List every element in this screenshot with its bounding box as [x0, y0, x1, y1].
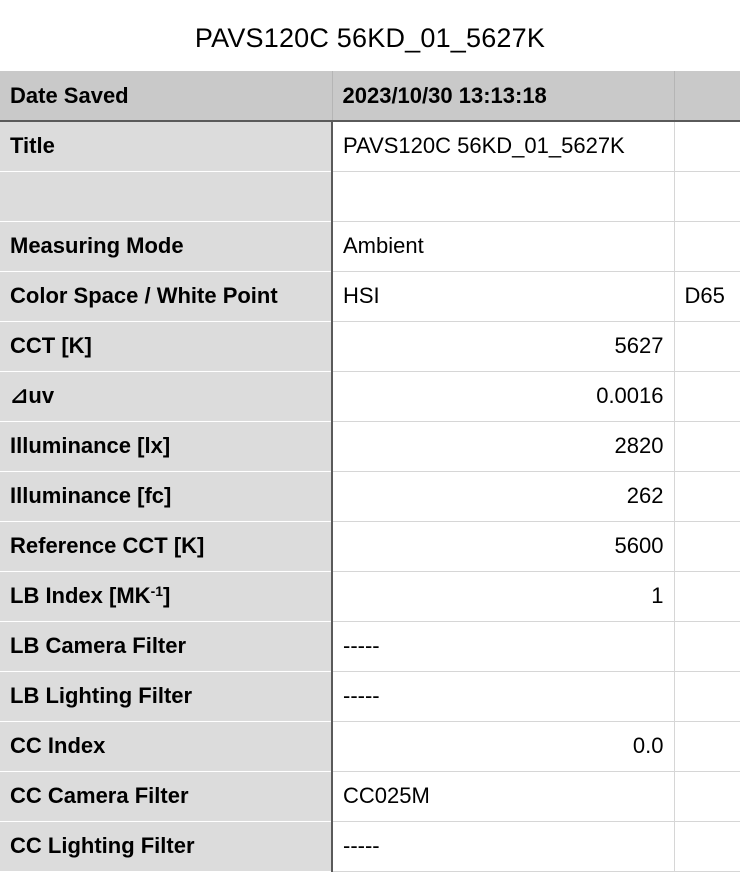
row-value-cell[interactable]: 5627 [332, 321, 674, 371]
header-value-cell[interactable]: 2023/10/30 13:13:18 [332, 71, 674, 121]
row-value-cell[interactable]: ----- [332, 621, 674, 671]
row-label-cell[interactable]: LB Camera Filter [0, 621, 332, 671]
row-value-cell[interactable]: Ambient [332, 221, 674, 271]
lb-index-label-superscript: -1 [150, 583, 164, 599]
row-extra-cell[interactable] [674, 521, 740, 571]
row-label-cell[interactable] [0, 571, 332, 621]
row-label-cell[interactable]: CC Lighting Filter [0, 821, 332, 871]
row-extra-cell[interactable] [674, 371, 740, 421]
row-extra-cell[interactable] [674, 471, 740, 521]
row-label-cell[interactable]: CC Camera Filter [0, 771, 332, 821]
table-row-lb-index [0, 571, 740, 621]
row-value-cell[interactable]: 1 [332, 571, 674, 621]
row-value-cell[interactable]: 0.0016 [332, 371, 674, 421]
row-label-cell[interactable] [0, 171, 332, 221]
row-extra-cell[interactable]: D65 [674, 271, 740, 321]
table-row-title [0, 121, 740, 171]
row-label-cell[interactable]: Measuring Mode [0, 221, 332, 271]
table-row-reference-cct [0, 521, 740, 571]
row-extra-cell[interactable] [674, 671, 740, 721]
header-extra-cell[interactable] [674, 71, 740, 121]
row-extra-cell[interactable] [674, 771, 740, 821]
table-row-cc-lighting-filter [0, 821, 740, 871]
row-extra-cell[interactable] [674, 321, 740, 371]
row-value-cell[interactable]: CC025M [332, 771, 674, 821]
row-extra-cell[interactable] [674, 121, 740, 171]
document-title: PAVS120C 56KD_01_5627K [194, 23, 546, 53]
row-label-cell[interactable]: CCT [K] [0, 321, 332, 371]
measurement-table [0, 71, 740, 872]
row-label-cell[interactable]: Illuminance [fc] [0, 471, 332, 521]
table-row-measuring-mode [0, 221, 740, 271]
row-extra-cell[interactable] [674, 421, 740, 471]
row-value-cell[interactable]: 2820 [332, 421, 674, 471]
row-label-cell[interactable]: Color Space / White Point [0, 271, 332, 321]
lb-index-label-end: ] [163, 583, 171, 608]
row-label-cell[interactable]: CC Index [0, 721, 332, 771]
table-row-cc-camera-filter [0, 771, 740, 821]
row-label-cell[interactable]: Title [0, 121, 332, 171]
table-row-illuminance-fc [0, 471, 740, 521]
row-extra-cell[interactable] [674, 171, 740, 221]
row-extra-cell[interactable] [674, 721, 740, 771]
row-value-cell[interactable]: ----- [332, 671, 674, 721]
row-value-cell[interactable]: 0.0 [332, 721, 674, 771]
row-value-cell[interactable]: ----- [332, 821, 674, 871]
row-value-cell[interactable]: PAVS120C 56KD_01_5627K [332, 121, 674, 171]
table-row-cc-index [0, 721, 740, 771]
row-extra-cell[interactable] [674, 571, 740, 621]
row-label-cell[interactable]: ⊿uv [0, 371, 332, 421]
header-label-cell[interactable]: Date Saved [0, 71, 332, 121]
row-value-cell[interactable]: 262 [332, 471, 674, 521]
row-value-cell[interactable] [332, 171, 674, 221]
row-extra-cell[interactable] [674, 621, 740, 671]
row-extra-cell[interactable] [674, 221, 740, 271]
table-row-color-space [0, 271, 740, 321]
row-label-cell[interactable]: Illuminance [lx] [0, 421, 332, 471]
table-header-row [0, 71, 740, 121]
row-label-cell[interactable]: Reference CCT [K] [0, 521, 332, 571]
row-value-cell[interactable]: HSI [332, 271, 674, 321]
table-row-illuminance-lx [0, 421, 740, 471]
table-row-lb-lighting-filter [0, 671, 740, 721]
table-row-lb-camera-filter [0, 621, 740, 671]
table-row-empty [0, 171, 740, 221]
row-extra-cell[interactable] [674, 821, 740, 871]
lb-index-label-main: LB Index [MK [10, 583, 151, 608]
row-value-cell[interactable]: 5600 [332, 521, 674, 571]
row-label-cell[interactable]: LB Lighting Filter [0, 671, 332, 721]
table-row-duv [0, 371, 740, 421]
table-row-cct [0, 321, 740, 371]
